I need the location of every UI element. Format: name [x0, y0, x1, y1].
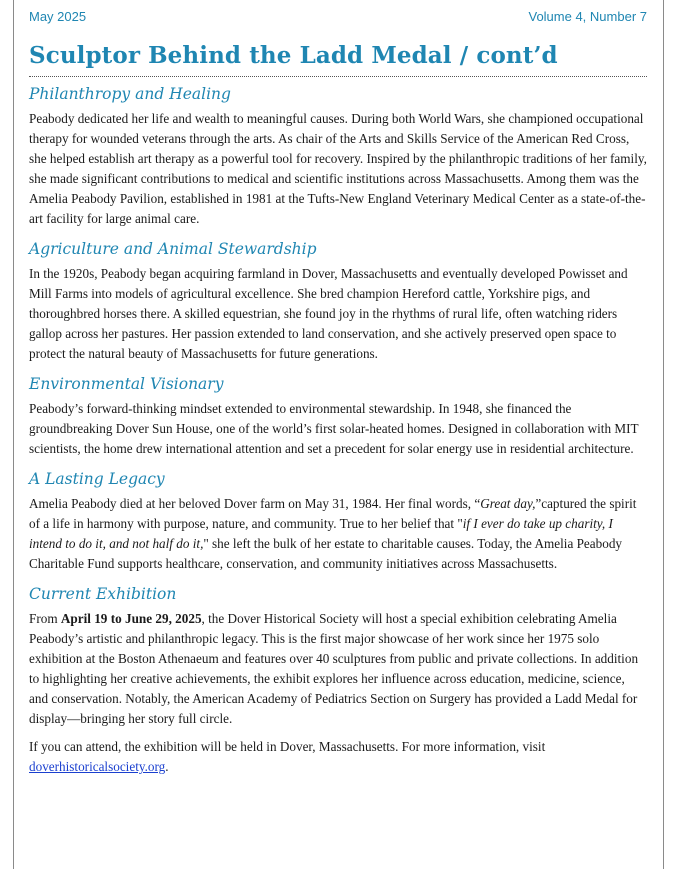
closing-text: If you can attend, the exhibition will be held in Dover, Massachusetts. For more information, visit: [29, 739, 546, 754]
section-heading: Agriculture and Animal Stewardship: [29, 240, 317, 258]
section-environmental: [29, 373, 647, 459]
section-body: [29, 609, 647, 729]
title-divider: [29, 76, 647, 77]
closing-period: .: [165, 759, 169, 774]
section-agriculture: [29, 238, 647, 364]
section-heading: Philanthropy and Healing: [29, 85, 231, 103]
legacy-text-1: Amelia Peabody died at her beloved Dover farm on May 31, 1984. Her final words, “: [29, 496, 481, 511]
section-heading: Current Exhibition: [29, 585, 177, 603]
exhibition-text-2: , the Dover Historical Society will host a special exhibition celebrating Amelia Peabody’s artistic and philanthropic legacy. This is the first major showcase of her work since her 1975 solo exhibition at the Boston Athenaeum and features over 40 sculptures from public and private collections. In addition to highlighting her creative achievements, the exhibit explores her influence across education, medicine, science, and conservation. Notably, the American Academy of Pediatrics Section on Surgery has provided a Ladd Medal for display—bringing her story full circle.: [29, 611, 639, 726]
section-body: Peabody dedicated her life and wealth to meaningful causes. During both World Wars, she championed occupational therapy for wounded veterans through the arts. As chair of the Arts and Skills Service of the American Red Cross, she helped establish art therapy as a powerful tool for recovery. Inspired by the philanthropic traditions of her family, she made significant contributions to medical and scientific institutions across Massachusetts. Among them was the Amelia Peabody Pavilion, established in 1981 at the Tufts-New England Veterinary Medical Center as a state-of-the-art facility for large animal care.: [29, 111, 647, 226]
section-exhibition: [29, 583, 647, 777]
section-heading: A Lasting Legacy: [29, 470, 165, 488]
newsletter-page: [29, 0, 647, 786]
issue-date: May 2025: [29, 9, 87, 24]
legacy-text-3: " she left the bulk of her estate to charitable causes. Today, the Amelia Peabody Charitable Fund supports healthcare, conservation, and community initiatives across Massachusetts.: [29, 536, 623, 571]
issue-volume-number: Volume 4, Number 7: [528, 9, 647, 24]
exhibition-text-1: From: [29, 611, 61, 626]
left-margin-rule: [13, 0, 14, 869]
section-heading: Environmental Visionary: [29, 375, 224, 393]
section-legacy: [29, 468, 647, 574]
exhibition-dates: April 19 to June 29, 2025: [60, 611, 202, 626]
exhibition-closing: [29, 737, 647, 777]
section-body: [29, 494, 647, 574]
section-philanthropy: [29, 83, 647, 229]
legacy-text-2: ”captured the spirit of a life in harmony with purpose, nature, and community. True to her belief that ": [29, 496, 637, 531]
section-body: In the 1920s, Peabody began acquiring farmland in Dover, Massachusetts and eventually developed Powisset and Mill Farms into models of agricultural excellence. She bred champion Hereford cattle, Yorkshire pigs, and thoroughbred horses there. A skilled equestrian, she found joy in the rhythms of rural life, often watching riders gallop across her pastures. Her passion extended to land conservation, and she actively preserved open space to protect the natural beauty of Massachusetts for future generations.: [29, 266, 628, 361]
charity-quote: if I ever do take up charity, I intend to do it, and not half do it,: [29, 516, 613, 551]
section-body: Peabody’s forward-thinking mindset extended to environmental stewardship. In 1948, she financed the groundbreaking Dover Sun House, one of the world’s first solar-heated homes. Designed in collaboration with MIT scientists, the home drew international attention and set a precedent for solar energy use in residential architecture.: [29, 401, 639, 456]
society-website-link[interactable]: doverhistoricalsociety.org: [29, 759, 166, 774]
final-words-quote: Great day,: [480, 496, 536, 511]
article-title: Sculptor Behind the Ladd Medal / cont’d: [29, 42, 558, 69]
running-header: [29, 0, 647, 28]
right-margin-rule: [663, 0, 664, 869]
